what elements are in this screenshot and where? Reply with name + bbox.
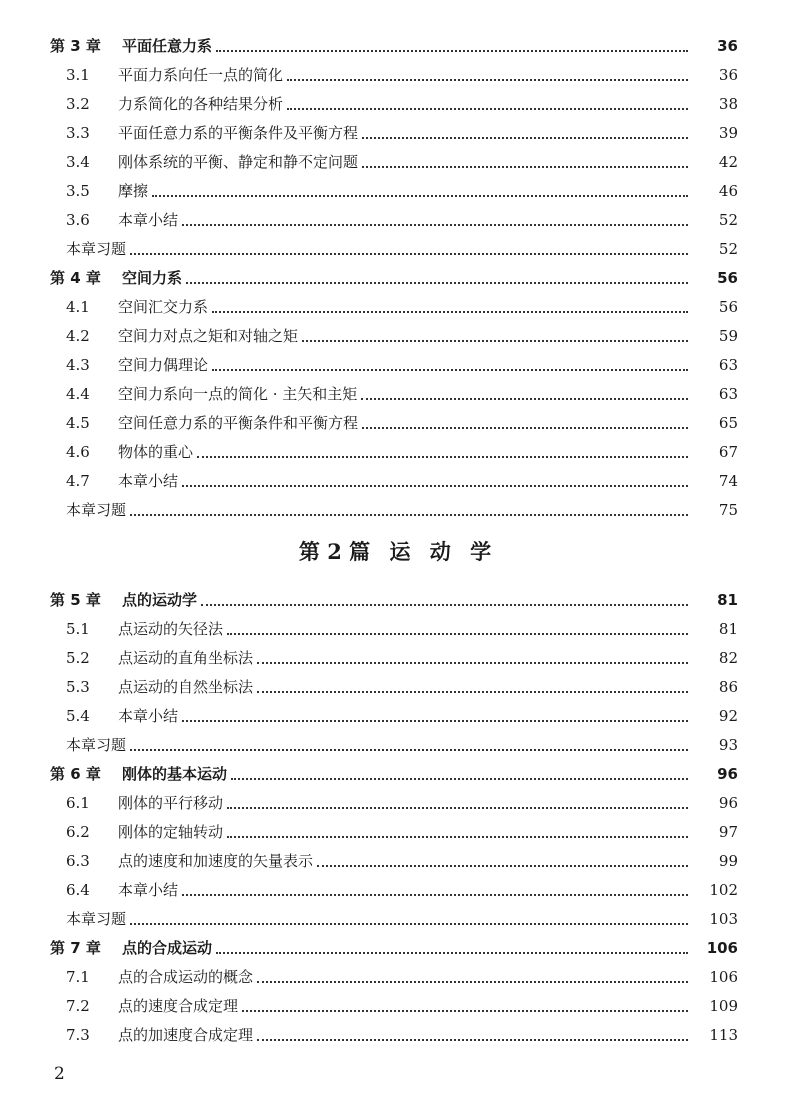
toc-chapter-row <box>0 586 790 614</box>
toc-section-row <box>0 789 790 817</box>
dot-leader <box>242 1009 688 1012</box>
toc-section-row <box>0 293 790 321</box>
toc-section-title: 空间力对点之矩和对轴之矩 <box>118 327 299 345</box>
part-word-3: 学 <box>470 539 492 564</box>
toc-section-number: 4.3 <box>66 356 90 374</box>
toc-exercise-title: 本章习题 <box>66 910 127 928</box>
toc-page-number: 99 <box>718 852 738 870</box>
toc-page-number: 96 <box>717 765 738 783</box>
toc-section-number: 4.1 <box>66 298 90 316</box>
toc-page-number: 74 <box>718 472 738 490</box>
toc-section-row <box>0 177 790 205</box>
toc-exercise-row <box>0 496 790 524</box>
toc-section-title: 点的加速度合成定理 <box>118 1026 254 1044</box>
toc-page-number: 36 <box>718 66 738 84</box>
toc-section-title: 本章小结 <box>118 707 179 725</box>
toc-section-number: 4.4 <box>66 385 90 403</box>
toc-section-title: 空间汇交力系 <box>118 298 209 316</box>
dot-leader <box>212 310 688 313</box>
dot-leader <box>216 951 688 954</box>
toc-section-title: 本章小结 <box>118 881 179 899</box>
toc-chapter-row <box>0 32 790 60</box>
toc-page-number: 92 <box>718 707 738 725</box>
toc-section-number: 4.7 <box>66 472 90 490</box>
toc-section-number: 3.6 <box>66 211 90 229</box>
toc-section-number: 7.1 <box>66 968 90 986</box>
dot-leader <box>152 194 688 197</box>
dot-leader <box>287 78 688 81</box>
toc-page-number: 113 <box>709 1026 738 1044</box>
toc-page-number: 46 <box>718 182 738 200</box>
toc-section-title: 刚体的定轴转动 <box>118 823 224 841</box>
toc-exercise-row <box>0 731 790 759</box>
toc-section-number: 6.3 <box>66 852 90 870</box>
dot-leader <box>362 136 688 139</box>
toc-chapter-title: 平面任意力系 <box>122 37 213 55</box>
dot-leader <box>201 603 688 606</box>
toc-chapter-title: 刚体的基本运动 <box>122 765 228 783</box>
dot-leader <box>182 223 688 226</box>
toc-page-number: 56 <box>718 298 738 316</box>
toc-section-number: 5.4 <box>66 707 90 725</box>
dot-leader <box>362 165 688 168</box>
toc-section-row <box>0 409 790 437</box>
toc-chapter-title: 点的合成运动 <box>122 939 213 957</box>
dot-leader <box>212 368 688 371</box>
toc-page-number: 63 <box>718 356 738 374</box>
toc-section-title: 点的合成运动的概念 <box>118 968 254 986</box>
toc-chapter-title: 点的运动学 <box>122 591 198 609</box>
toc-page-number: 93 <box>718 736 738 754</box>
dot-leader <box>317 864 688 867</box>
toc-page-number: 38 <box>718 95 738 113</box>
dot-leader <box>231 777 688 780</box>
toc-section-number: 3.1 <box>66 66 90 84</box>
toc-section-row <box>0 963 790 991</box>
toc-page-number: 81 <box>717 591 738 609</box>
toc-section-number: 6.2 <box>66 823 90 841</box>
toc-page-number: 59 <box>718 327 738 345</box>
toc-section-title: 本章小结 <box>118 211 179 229</box>
toc-section-row <box>0 351 790 379</box>
dot-leader <box>257 690 688 693</box>
dot-leader <box>130 513 688 516</box>
part-word-2: 动 <box>429 539 451 564</box>
toc-chapter-number: 第 3 章 <box>50 37 101 55</box>
toc-section-row <box>0 644 790 672</box>
dot-leader <box>257 1038 688 1041</box>
dot-leader <box>227 806 688 809</box>
toc-section-title: 摩擦 <box>118 182 149 200</box>
toc-chapter-row <box>0 264 790 292</box>
toc-exercise-title: 本章习题 <box>66 240 127 258</box>
toc-chapter-number: 第 7 章 <box>50 939 101 957</box>
toc-section-row <box>0 380 790 408</box>
toc-section-title: 空间力系向一点的简化 · 主矢和主矩 <box>118 385 358 403</box>
toc-section-title: 平面力系向任一点的简化 <box>118 66 284 84</box>
toc-section-title: 刚体系统的平衡、静定和静不定问题 <box>118 153 359 171</box>
toc-section-row <box>0 206 790 234</box>
dot-leader <box>182 484 688 487</box>
toc-section-title: 空间任意力系的平衡条件和平衡方程 <box>118 414 359 432</box>
toc-section-row <box>0 992 790 1020</box>
toc-section-number: 4.2 <box>66 327 90 345</box>
dot-leader <box>362 426 688 429</box>
toc-page-number: 63 <box>718 385 738 403</box>
dot-leader <box>182 893 688 896</box>
toc-section-number: 7.2 <box>66 997 90 1015</box>
toc-section-title: 空间力偶理论 <box>118 356 209 374</box>
toc-section-row <box>0 615 790 643</box>
toc-section-row <box>0 673 790 701</box>
toc-section-title: 本章小结 <box>118 472 179 490</box>
toc-section-row <box>0 90 790 118</box>
toc-page-number: 109 <box>709 997 738 1015</box>
toc-page-number: 106 <box>709 968 738 986</box>
toc-exercise-row <box>0 235 790 263</box>
toc-page-number: 39 <box>718 124 738 142</box>
toc-section-number: 5.2 <box>66 649 90 667</box>
toc-section-number: 4.5 <box>66 414 90 432</box>
toc-section-title: 刚体的平行移动 <box>118 794 224 812</box>
toc-section-number: 5.3 <box>66 678 90 696</box>
toc-section-row <box>0 818 790 846</box>
toc-chapter-title: 空间力系 <box>122 269 183 287</box>
toc-chapter-number: 第 5 章 <box>50 591 101 609</box>
toc-exercise-title: 本章习题 <box>66 736 127 754</box>
dot-leader <box>287 107 688 110</box>
toc-page-number: 52 <box>718 211 738 229</box>
toc-section-row <box>0 702 790 730</box>
dot-leader <box>186 281 688 284</box>
toc-chapter-number: 第 6 章 <box>50 765 101 783</box>
dot-leader <box>227 632 688 635</box>
dot-leader <box>130 748 688 751</box>
toc-section-number: 5.1 <box>66 620 90 638</box>
toc-exercise-row <box>0 905 790 933</box>
toc-section-title: 平面任意力系的平衡条件及平衡方程 <box>118 124 359 142</box>
toc-page-number: 106 <box>706 939 738 957</box>
toc-section-title: 点的速度和加速度的矢量表示 <box>118 852 314 870</box>
toc-section-number: 3.5 <box>66 182 90 200</box>
part-word-1: 运 <box>389 539 411 564</box>
toc-section-title: 点运动的直角坐标法 <box>118 649 254 667</box>
toc-page-number: 52 <box>718 240 738 258</box>
toc-exercise-title: 本章习题 <box>66 501 127 519</box>
toc-section-row <box>0 148 790 176</box>
toc-section-title: 点运动的矢径法 <box>118 620 224 638</box>
toc-section-number: 6.4 <box>66 881 90 899</box>
toc-page-number: 97 <box>718 823 738 841</box>
toc-section-number: 4.6 <box>66 443 90 461</box>
toc-section-row <box>0 61 790 89</box>
toc-section-number: 7.3 <box>66 1026 90 1044</box>
toc-section-row <box>0 322 790 350</box>
toc-page-number: 86 <box>718 678 738 696</box>
toc-section-title: 点运动的自然坐标法 <box>118 678 254 696</box>
toc-section-number: 3.2 <box>66 95 90 113</box>
part-heading <box>0 536 790 566</box>
toc-page-number: 75 <box>718 501 738 519</box>
dot-leader <box>130 252 688 255</box>
toc-page-number: 65 <box>718 414 738 432</box>
toc-section-row <box>0 467 790 495</box>
toc-section-row <box>0 847 790 875</box>
toc-chapter-row <box>0 934 790 962</box>
page-number: 2 <box>54 1064 65 1084</box>
toc-section-title: 点的速度合成定理 <box>118 997 239 1015</box>
toc-page-number: 36 <box>717 37 738 55</box>
toc-section-title: 力系简化的各种结果分析 <box>118 95 284 113</box>
toc-page-number: 96 <box>718 794 738 812</box>
toc-page-number: 42 <box>718 153 738 171</box>
dot-leader <box>257 980 688 983</box>
toc-section-row <box>0 1021 790 1049</box>
toc-section-number: 3.4 <box>66 153 90 171</box>
toc-chapter-number: 第 4 章 <box>50 269 101 287</box>
toc-section-title: 物体的重心 <box>118 443 194 461</box>
toc-chapter-row <box>0 760 790 788</box>
part-label: 第 2 篇 <box>298 539 371 564</box>
toc-section-row <box>0 119 790 147</box>
dot-leader <box>182 719 688 722</box>
toc-section-number: 3.3 <box>66 124 90 142</box>
toc-page-number: 56 <box>717 269 738 287</box>
dot-leader <box>361 397 688 400</box>
toc-page-number: 67 <box>718 443 738 461</box>
toc-page-number: 102 <box>709 881 738 899</box>
dot-leader <box>227 835 688 838</box>
toc-page-number: 81 <box>718 620 738 638</box>
toc-section-number: 6.1 <box>66 794 90 812</box>
toc-page-number: 82 <box>718 649 738 667</box>
dot-leader <box>216 49 688 52</box>
dot-leader <box>130 922 688 925</box>
toc-page-number: 103 <box>709 910 738 928</box>
dot-leader <box>257 661 688 664</box>
toc-section-row <box>0 876 790 904</box>
toc-section-row <box>0 438 790 466</box>
dot-leader <box>197 455 688 458</box>
dot-leader <box>302 339 688 342</box>
